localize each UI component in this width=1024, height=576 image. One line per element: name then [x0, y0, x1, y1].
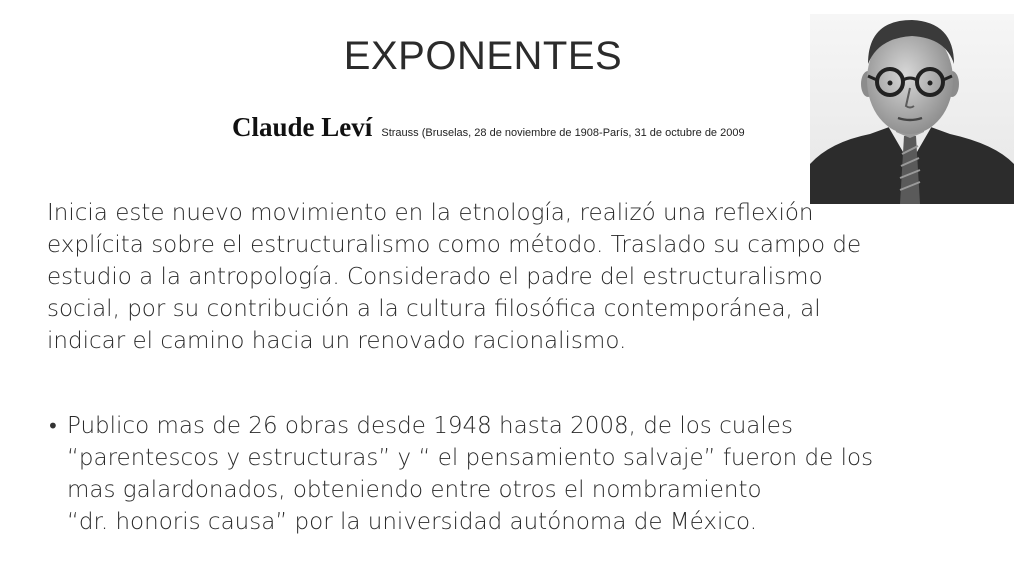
- bullet-line: “parentescos y estructuras” y “ el pensamiento salvaje” fueron de los: [67, 445, 874, 471]
- slide-title: EXPONENTES: [343, 34, 623, 78]
- bullet-item: [47, 410, 947, 538]
- bullet-line: Publico mas de 26 obras desde 1948 hasta 2008, de los cuales: [67, 413, 793, 439]
- bullet-symbol: •: [47, 414, 59, 438]
- subtitle-name: Claude Leví: [232, 112, 373, 142]
- portrait-photo: [810, 14, 1014, 204]
- paragraph-line: estudio a la antropología. Considerado el padre del estructuralismo: [47, 264, 823, 290]
- paragraph-line: indicar el camino hacia un renovado racionalismo.: [47, 328, 627, 354]
- paragraph-line: Inicia este nuevo movimiento en la etnología, realizó una reflexión: [47, 200, 814, 226]
- portrait-illustration: [810, 14, 1014, 204]
- subtitle-detail: Strauss (Bruselas, 28 de noviembre de 1908-París, 31 de octubre de 2009: [381, 127, 745, 139]
- bullet-line: mas galardonados, obteniendo entre otros el nombramiento: [67, 477, 762, 503]
- subtitle: [232, 112, 745, 143]
- bullet-text: [67, 410, 947, 538]
- bullet-line: “dr. honoris causa” por la universidad autónoma de México.: [67, 509, 758, 535]
- description-paragraph: [47, 197, 947, 357]
- paragraph-line: explícita sobre el estructuralismo como método. Traslado su campo de: [47, 232, 862, 258]
- paragraph-line: social, por su contribución a la cultura filosófica contemporánea, al: [47, 296, 821, 322]
